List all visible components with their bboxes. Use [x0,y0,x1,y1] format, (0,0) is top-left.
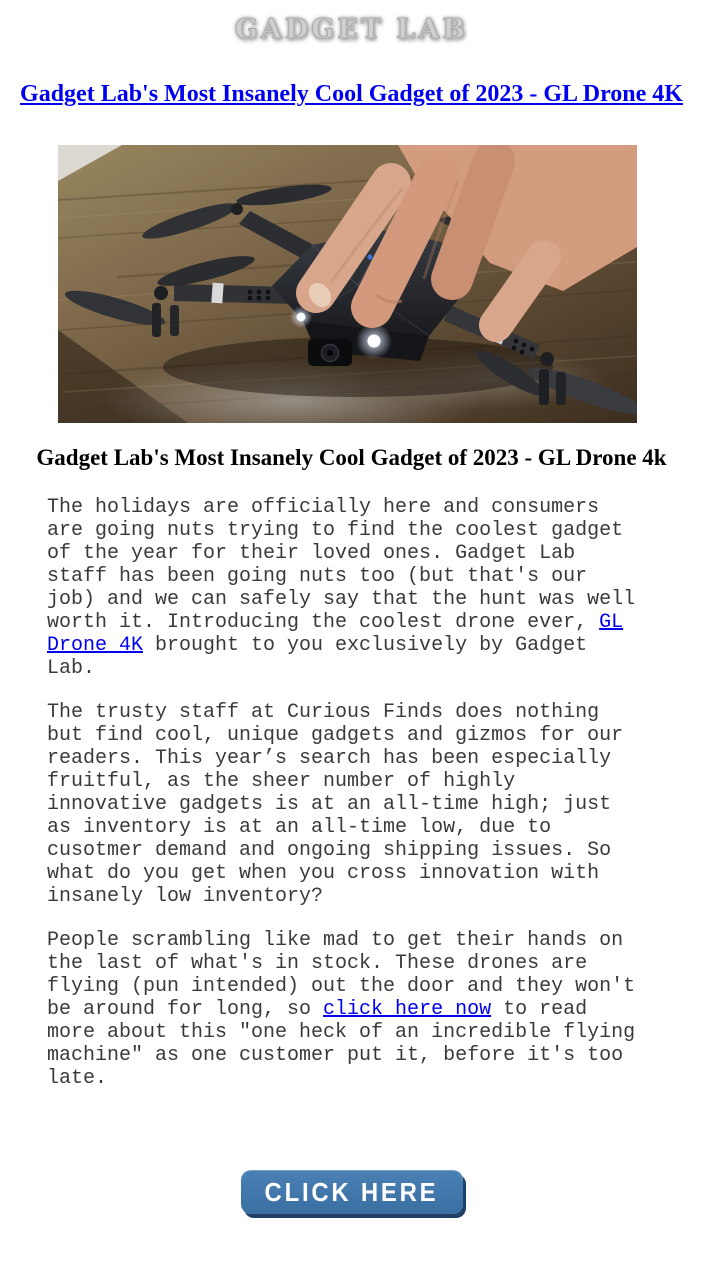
page-title: Gadget Lab's Most Insanely Cool Gadget of 2023 - GL Drone 4k [36,445,667,470]
paragraph-3 [47,929,642,1090]
paragraph-1-text-after: brought to you exclusively by Gadget Lab. [47,634,588,680]
gadget-lab-logo: GADGET LAB [234,14,469,45]
article-body [47,496,642,1090]
headline-link[interactable]: Gadget Lab's Most Insanely Cool Gadget of 2023 - GL Drone 4K [20,81,683,107]
paragraph-1-text: The holidays are officially here and consumers are going nuts trying to find the coolest gadget of the year for their loved ones. Gadget Lab staff has been going nuts too (but that's our job) and we can safely say that the hunt was well worth it. Introducing the coolest drone ever, [47,496,636,634]
gl-drone-4k-link[interactable]: GL Drone 4K [47,611,624,657]
paragraph-3-text: People scrambling like mad to get their hands on the last of what's in stock. These drones are flying (pun intended) out the door and they won't be around for long, so [47,929,636,1021]
paragraph-1 [47,496,642,680]
click-here-button-label: CLICK HERE [264,1177,439,1207]
paragraph-3-text-after: to read more about this "one heck of an incredible flying machine" as one customer put it, before it's too late. [47,998,636,1090]
click-here-now-link[interactable]: click here now [323,998,492,1021]
click-here-button[interactable] [241,1170,463,1214]
paragraph-2-text: The trusty staff at Curious Finds does nothing but find cool, unique gadgets and gizmos for our readers. This year’s search has been especially fruitful, as the sheer number of highly innovative gadgets is at an all-time high; just as inventory is at an all-time low, due to cusotmer demand and ongoing shipping issues. So what do you get when you cross innovation with insanely low inventory? [47,701,624,908]
cta-container [0,1170,703,1214]
hero-image-drone [58,145,637,423]
paragraph-2 [47,701,642,908]
